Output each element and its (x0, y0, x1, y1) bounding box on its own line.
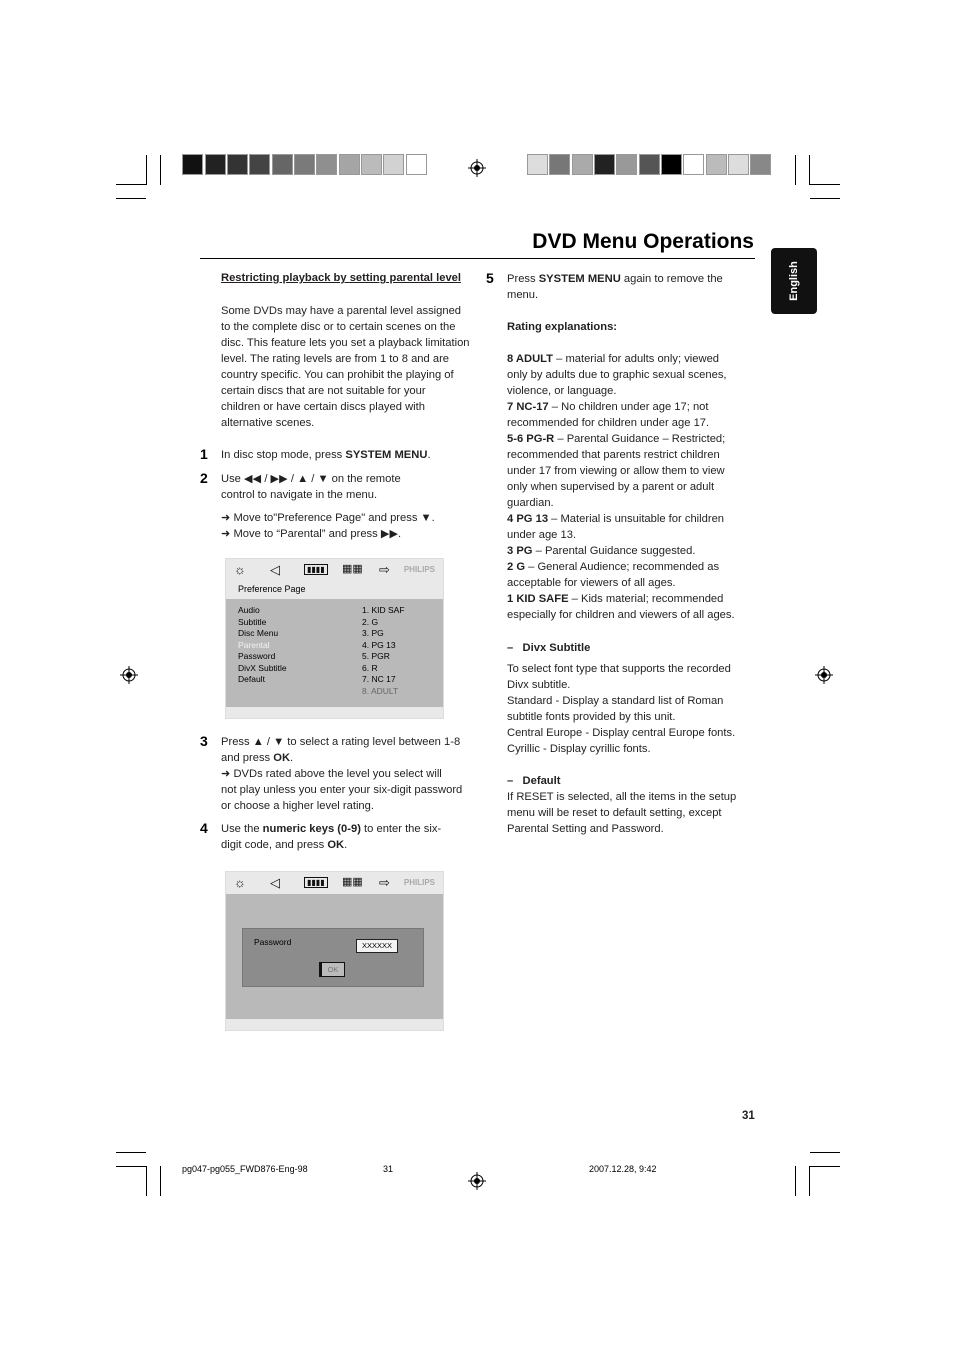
preference-icon[interactable]: ▦▦ (342, 563, 363, 575)
step-number: 2 (200, 470, 208, 486)
video-setup-icon[interactable]: ▮▮▮▮ (304, 564, 328, 575)
menu-item-password[interactable]: Password (238, 651, 276, 661)
divx-subtitle-text: To select font type that supports the recorded Divx subtitle. Standard - Display a standard list of Roman subtitle fonts provided by this unit. Central Europe - Display central Europe fonts. Cyrillic - Display cyrillic fonts. (507, 663, 736, 755)
preference-page-screen (225, 558, 444, 719)
footer-timestamp: 2007.12.28, 9:42 (589, 1164, 657, 1174)
password-dialog (242, 928, 424, 987)
speaker-icon[interactable]: ◁ (270, 562, 280, 577)
rating-option[interactable]: 1. KID SAF (362, 605, 405, 615)
password-field[interactable]: XXXXXX (356, 939, 398, 953)
rating-option[interactable]: 2. G (362, 616, 379, 627)
step-number: 4 (200, 820, 208, 836)
general-setup-icon[interactable]: ☼ (234, 875, 246, 890)
default-heading: – Default (507, 775, 561, 787)
registration-mark-icon (815, 666, 833, 684)
page-title: DVD Menu Operations (532, 230, 754, 253)
rating-option[interactable]: 6. R (362, 662, 378, 673)
rating-list (362, 605, 405, 697)
ok-button[interactable]: OK (319, 962, 345, 977)
menu-item-divx-subtitle[interactable]: DivX Subtitle (238, 662, 287, 673)
step-5-text: Press SYSTEM MENU again to remove the menu. (507, 273, 723, 301)
step-3-text: Press ▲ / ▼ to select a rating level between 1-8 and press OK. ➜ DVDs rated above the level you select will not play unless you enter your six-digit password or choose a higher level rating. (221, 736, 463, 812)
section-heading: Restricting playback by setting parental level (221, 272, 461, 284)
password-screen (225, 871, 444, 1031)
step-4-text: Use the numeric keys (0-9) to enter the six- digit code, and press OK. (221, 823, 442, 851)
language-tab (771, 248, 817, 314)
step-number: 3 (200, 733, 208, 749)
philips-logo: PHILIPS (403, 565, 435, 574)
general-setup-icon[interactable]: ☼ (234, 562, 246, 577)
registration-mark-icon (468, 1172, 486, 1190)
rating-option[interactable]: 7. NC 17 (362, 674, 396, 684)
preference-menu-list (238, 605, 287, 686)
language-tab-label: English (788, 261, 800, 301)
rating-option[interactable]: 8. ADULT (362, 685, 399, 696)
step-number: 5 (486, 270, 494, 286)
preference-page-title: Preference Page (238, 584, 306, 594)
menu-icon-bar (226, 872, 443, 894)
intro-paragraph: Some DVDs may have a parental level assigned to the complete disc or to certain scenes on the disc. This feature lets you set a playback limitation level. The rating levels are from 1 to 8 and are country specific. You can prohibit the playing of certain discs that are not suitable for your children or have certain discs played with alternative scenes. (221, 305, 470, 429)
step-1-text: In disc stop mode, press SYSTEM MENU. (221, 449, 431, 461)
exit-icon[interactable]: ⇨ (379, 875, 390, 890)
philips-logo: PHILIPS (403, 878, 435, 887)
screen-bottom-strip (226, 1019, 443, 1030)
rating-explanations: 8 ADULT – material for adults only; viewed only by adults due to graphic sexual scenes, violence, or language. 7 NC-17 – No children under age 17; not recommended for children under age 17. 5-6 PG-R – Parental Guidance – Restricted; recommended that parents restrict children under 17 from viewing or allow them to view only when supervised by a parent or adult guardian. 4 PG 13 – Material is unsuitable for children under age 13. 3 PG – Parental Guidance suggested. 2 G – General Audience; recommended as acceptable for viewers of all ages. 1 KID SAFE – Kids material; recommended especially for children and viewers of all ages. (507, 353, 735, 621)
video-setup-icon[interactable]: ▮▮▮▮ (304, 877, 328, 888)
exit-icon[interactable]: ⇨ (379, 562, 390, 577)
rating-option[interactable]: 4. PG 13 (362, 639, 396, 650)
footer-file-page: 31 (383, 1164, 394, 1174)
preference-icon[interactable]: ▦▦ (342, 876, 363, 888)
password-label: Password (254, 937, 292, 947)
default-text: If RESET is selected, all the items in the setup menu will be reset to default setting, except Parental Setting and Password. (507, 791, 737, 835)
rating-option[interactable]: 5. PGR (362, 651, 390, 661)
divx-subtitle-heading: – Divx Subtitle (507, 642, 591, 654)
footer-file-name: pg047-pg055_FWD876-Eng-98 (182, 1164, 308, 1174)
title-rule (200, 258, 755, 259)
speaker-icon[interactable]: ◁ (270, 875, 280, 890)
step-2-text: Use ◀◀ / ▶▶ / ▲ / ▼ on the remote control to navigate in the menu. ➜ Move to"Preference Page" and press ▼. ➜ Move to “Parental” and press ▶▶. (221, 473, 435, 540)
menu-item-parental[interactable]: Parental (238, 639, 270, 650)
page-number: 31 (742, 1110, 755, 1122)
rating-option[interactable]: 3. PG (362, 628, 384, 638)
registration-mark-icon (120, 666, 138, 684)
menu-item-default[interactable]: Default (238, 674, 265, 684)
menu-item-subtitle[interactable]: Subtitle (238, 616, 267, 627)
menu-item-audio[interactable]: Audio (238, 605, 260, 615)
screen-bottom-strip (226, 707, 443, 718)
menu-item-disc-menu[interactable]: Disc Menu (238, 628, 279, 638)
step-number: 1 (200, 446, 208, 462)
menu-icon-bar (226, 559, 443, 581)
rating-heading: Rating explanations: (507, 321, 618, 333)
registration-mark-icon (468, 159, 486, 177)
